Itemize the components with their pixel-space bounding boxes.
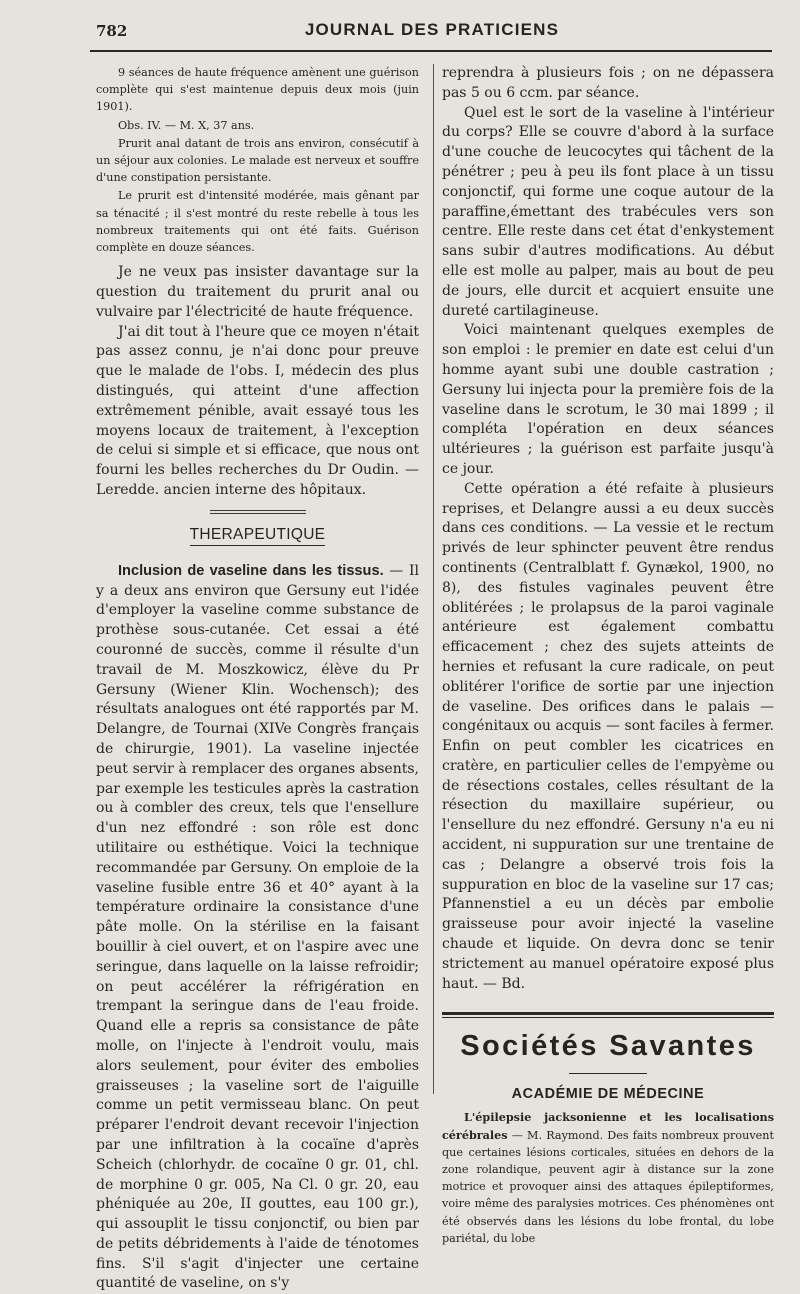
academie-title: ACADÉMIE DE MÉDECINE <box>511 1086 705 1103</box>
article-heading: Inclusion de vaseline dans les tissus. <box>118 562 384 579</box>
left-column <box>96 64 419 1294</box>
journal-title: JOURNAL DES PRATICIENS <box>304 20 560 39</box>
societes-title: Sociétés Savantes <box>460 1030 756 1063</box>
body-paragraph: Je ne veux pas insister davantage sur la question du traitement du prurit anal ou vulvaire par l'électricité de haute fréquence. <box>96 264 419 320</box>
title-rule <box>569 1073 647 1074</box>
section-title-text: THERAPEUTIQUE <box>190 526 326 546</box>
body-paragraph: J'ai dit tout à l'heure que ce moyen n'était pas assez connu, je n'ai donc pour preuve que le malade de l'obs. I, médecin des plus distingués, qui atteint d'une affection extrêmement pénible, avait essayé tous les moyens locaux de traitement, à l'exception de celui si simple et si efficace, que nous ont fourni les belles recherches du Dr Oudin. — Leredde. ancien interne des hôpitaux. <box>96 323 419 498</box>
observation-text: 9 séances de haute fréquence amènent une guérison complète qui s'est maintenue depuis deux mois (juin 1901). <box>96 66 419 114</box>
column-divider <box>433 64 434 1094</box>
right-column <box>442 64 774 1247</box>
body-paragraph: Voici maintenant quelques exemples de son emploi : le premier en date est celui d'un homme ayant subi une double castration ; Gersuny lui injecta pour la première fois de la vaseline dans le scrotum, le 30 mai 1899 ; il compléta l'opération en deux séances ultérieures ; la guérison est parfaite jusqu'à ce jour. <box>442 322 774 477</box>
body-paragraph: Quel est le sort de la vaseline à l'intérieur du corps? Elle se couvre d'abord à la surface d'une couche de leucocytes qui tâchent de la pénétrer ; peu à peu ils font place à un tissu conjonctif, qui forme une coque autour de la paraffine,émettant des trabécules vers son centre. Elle reste dans cet état d'enkystement sans subir d'autres modifications. Au début elle est molle au palper, mais au bout de peu de jours, elle durcit et acquiert ensuite une dureté cartilagineuse. <box>442 104 774 319</box>
society-text: — M. Raymond. Des faits nombreux prouvent que certaines lésions corticales, situées en dehors de la zone rolandique, peuvent agir à distance sur la zone motrice et provoquer ainsi des attaques épileptiformes, voire même des paralysies motrices. Ces phénomènes ont été observés dans les lésions du lobe frontal, du lobe pariétal, du lobe <box>442 1128 774 1245</box>
society-sub-heading: L'épilepsie jacksonienne et les localisations cérébrales <box>442 1110 774 1142</box>
page-header <box>96 18 768 46</box>
section-double-rule <box>442 1012 774 1018</box>
body-paragraph: reprendra à plusieurs fois ; on ne dépassera pas 5 ou 6 ccm. par séance. <box>442 65 774 101</box>
article-paragraph <box>96 562 419 1294</box>
header-rule <box>90 50 772 52</box>
section-title <box>96 526 419 546</box>
observation-text: Le prurit est d'intensité modérée, mais gênant par sa ténacité ; il s'est montré du reste rebelle à tous les nombreux traitements qui ont été faits. Guérison complète en douze séances. <box>96 189 419 255</box>
article-text: — Il y a deux ans environ que Gersuny eut l'idée d'employer la vaseline comme substance de prothèse sous-cutanée. Cet essai a été couronné de succès, comme il résulte d'un travail de M. Moszkowicz, élève du Pr Gersuny (Wiener Klin. Wochensch); des résultats analogues ont été rapportés par M. Delangre, de Tournai (XIVe Congrès français de chirurgie, 1901). La vaseline injectée peut servir à remplacer des organes absents, par exemple les testicules après la castration ou à combler des creux, tels que l'ensellure d'un nez effondré : son rôle est donc utilitaire ou esthétique. Voici la technique recommandée par Gersuny. On emploie de la vaseline fusible entre 36 et 40° ayant à la température ordinaire la consistance d'une pâte molle. On la stérilise en la faisant bouillir à ciel ouvert, et on l'aspire avec une seringue, dans laquelle on la laisse refroidir; on peut accélérer la réfrigération en trempant la seringue dans de l'eau froide. Quand elle a repris sa consistance de pâte molle, on l'injecte à l'endroit voulu, mais alors seulement, pour éviter des embolies graisseuses ; la vaseline sort de l'aiguille comme un petit vermisseau blanc. On peut préparer l'endroit devant recevoir l'injection par une infiltration à la cocaïne d'après Scheich (chlorhydr. de cocaïne 0 gr. 01, chl. de morphine 0 gr. 005, Na Cl. 0 gr. 20, eau phéniquée au 20e, II gouttes, eau 100 gr.), qui assouplit le tissu conjonctif, ou bien par de petits débridements à l'aide de ténotomes fins. S'il s'agit d'injecter une certaine quantité de vaseline, on s'y <box>96 562 419 1292</box>
observation-label: Obs. IV. — M. X, 37 ans. <box>118 118 255 132</box>
section-separator <box>210 510 306 514</box>
society-paragraph <box>442 1109 774 1247</box>
observation-text: Prurit anal datant de trois ans environ, consécutif à un séjour aux colonies. Le malade est nerveux et souffre d'une constipation persistante. <box>96 136 419 185</box>
page-number: 782 <box>96 22 128 40</box>
body-paragraph: Cette opération a été refaite à plusieurs reprises, et Delangre aussi a eu deux succès dans ces conditions. — La vessie et le rectum privés de leur sphincter peuvent être rendus continents (Centralblatt f. Gynækol, 1900, no 8), des fistules vaginales peuvent être oblitérées ; le prolapsus de la paroi vaginale antérieure est également combattu efficacement ; chez des sujets atteints de hernies et refusant la cure radicale, on peut oblitérer l'orifice de sortie par une injection de vaseline. Des orifices dans le palais — congénitaux ou acquis — sont faciles à fermer. Enfin on peut combler les cicatrices en cratère, en particulier celles de l'empyème ou de résections costales, celles résultant de la résection du maxillaire supérieur, ou l'ensellure du nez effondré. Gersuny n'a eu ni accident, ni suppuration sur une trentaine de cas ; Delangre a observé trois fois la suppuration en bloc de la vaseline sur 17 cas; Pfannenstiel a eu un décès par embolie graisseuse pour avoir injecté la vaseline chaude et liquide. On devra donc se tenir strictement au manuel opératoire exposé plus haut. — Bd. <box>442 480 774 992</box>
